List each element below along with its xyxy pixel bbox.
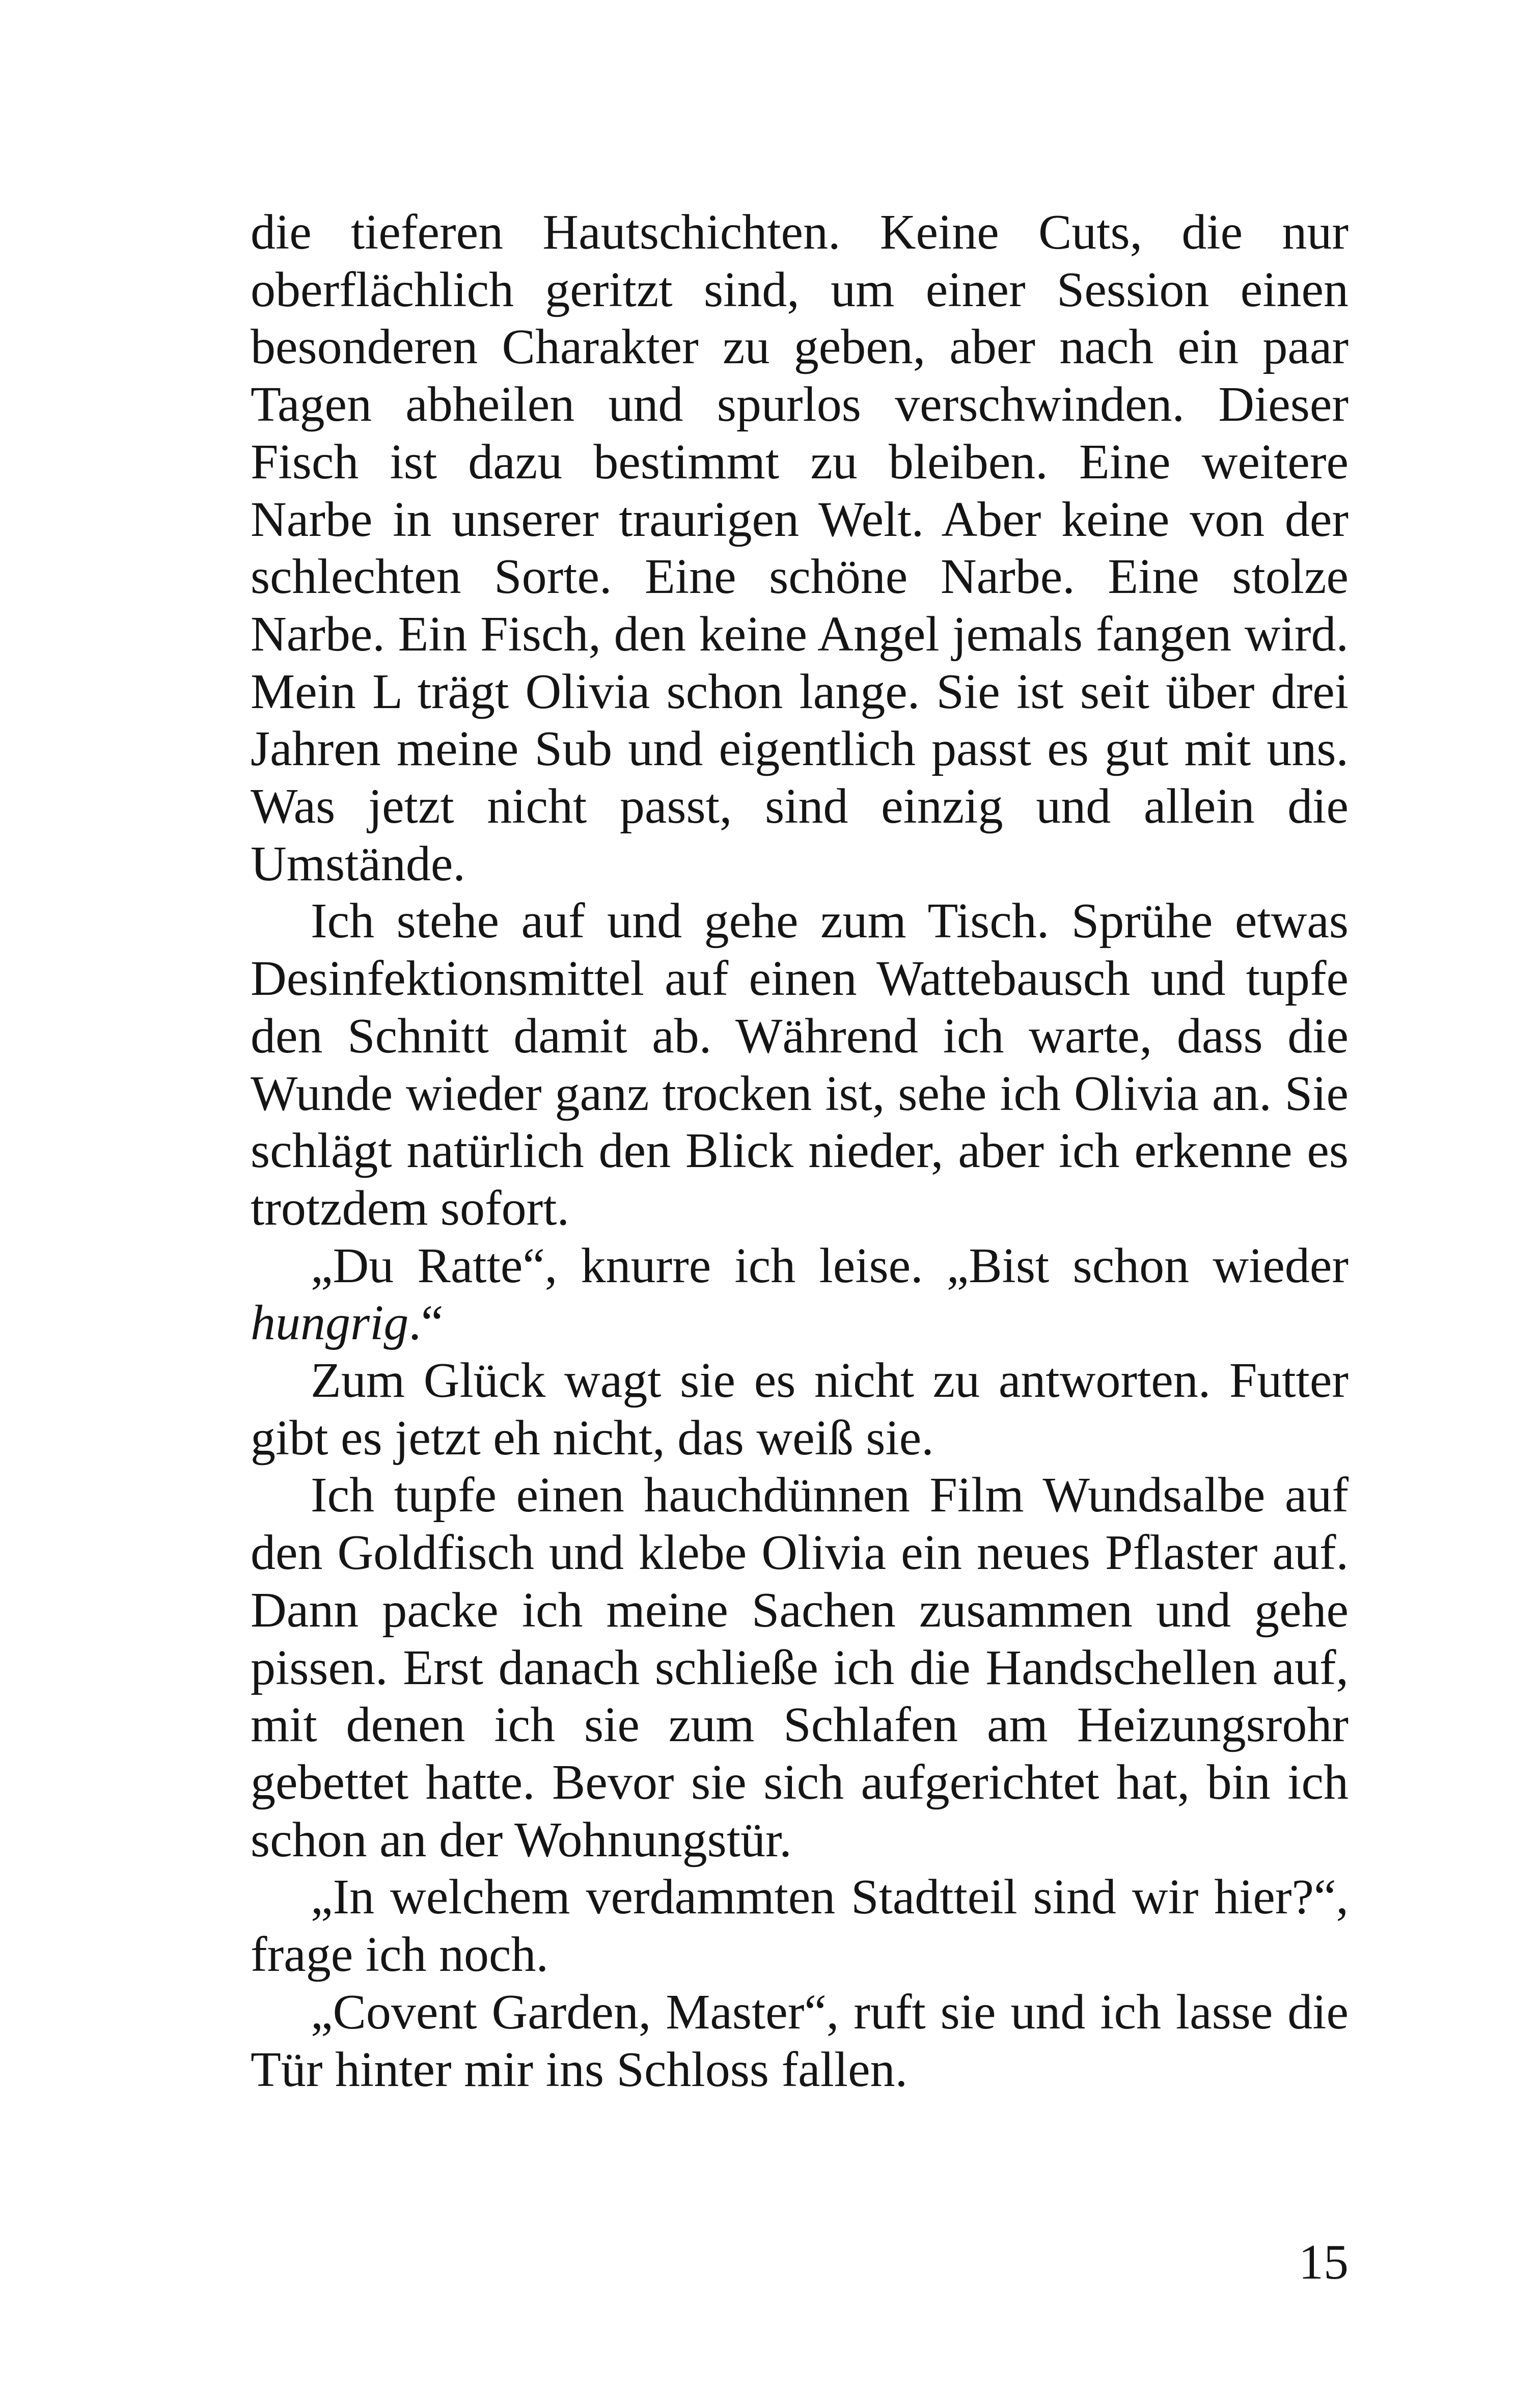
paragraph-7: „Covent Garden, Master“, ruft sie und ich lasse die Tür hinter mir ins Schloss fallen.	[251, 1984, 1349, 2097]
paragraph-3	[251, 1237, 1349, 1352]
paragraph-5: Ich tupfe einen hauchdünnen Film Wundsalbe auf den Goldfisch und klebe Olivia ein neues Pflaster auf. Dann packe ich meine Sachen zusammen und gehe pissen. Erst danach schließe ich die Handschellen auf, mit denen ich sie zum Schlafen am Heizungsrohr gebettet hatte. Bevor sie sich aufgerichtet hat, bin ich schon an der Wohnungstür.	[251, 1468, 1349, 1867]
paragraph-4: Zum Glück wagt sie es nicht zu antworten. Futter gibt es jetzt eh nicht, das weiß sie.	[251, 1353, 1349, 1466]
paragraph-3-closing: .“	[408, 1295, 444, 1351]
page-number: 15	[1299, 2235, 1349, 2290]
paragraph-2: Ich stehe auf und gehe zum Tisch. Sprühe etwas Desinfektionsmittel auf einen Wattebausch und tupfe den Schnitt damit ab. Während ich warte, dass die Wunde wieder ganz trocken ist, sehe ich Olivia an. Sie schlägt natürlich den Blick nieder, aber ich erkenne es trotzdem sofort.	[251, 893, 1349, 1236]
paragraph-3-text: „Du Ratte“, knurre ich leise. „Bist schon wieder	[311, 1238, 1349, 1293]
paragraph-1: die tieferen Hautschichten. Keine Cuts, die nur oberflächlich geritzt sind, um einer Session einen besonderen Charakter zu geben, aber nach ein paar Tagen abheilen und spurlos verschwinden. Dieser Fisch ist dazu bestimmt zu bleiben. Eine weitere Narbe in unserer traurigen Welt. Aber keine von der schlechten Sorte. Eine schöne Narbe. Eine stolze Narbe. Ein Fisch, den keine Angel jemals fangen wird. Mein L trägt Olivia schon lange. Sie ist seit über drei Jahren meine Sub und eigentlich passt es gut mit uns. Was jetzt nicht passt, sind einzig und allein die Umstände.	[251, 205, 1349, 891]
body-text	[251, 204, 1349, 2098]
paragraph-3-italic-word: hungrig	[251, 1295, 409, 1351]
paragraph-6: „In welchem verdammten Stadtteil sind wir hier?“, frage ich noch.	[251, 1870, 1349, 1983]
